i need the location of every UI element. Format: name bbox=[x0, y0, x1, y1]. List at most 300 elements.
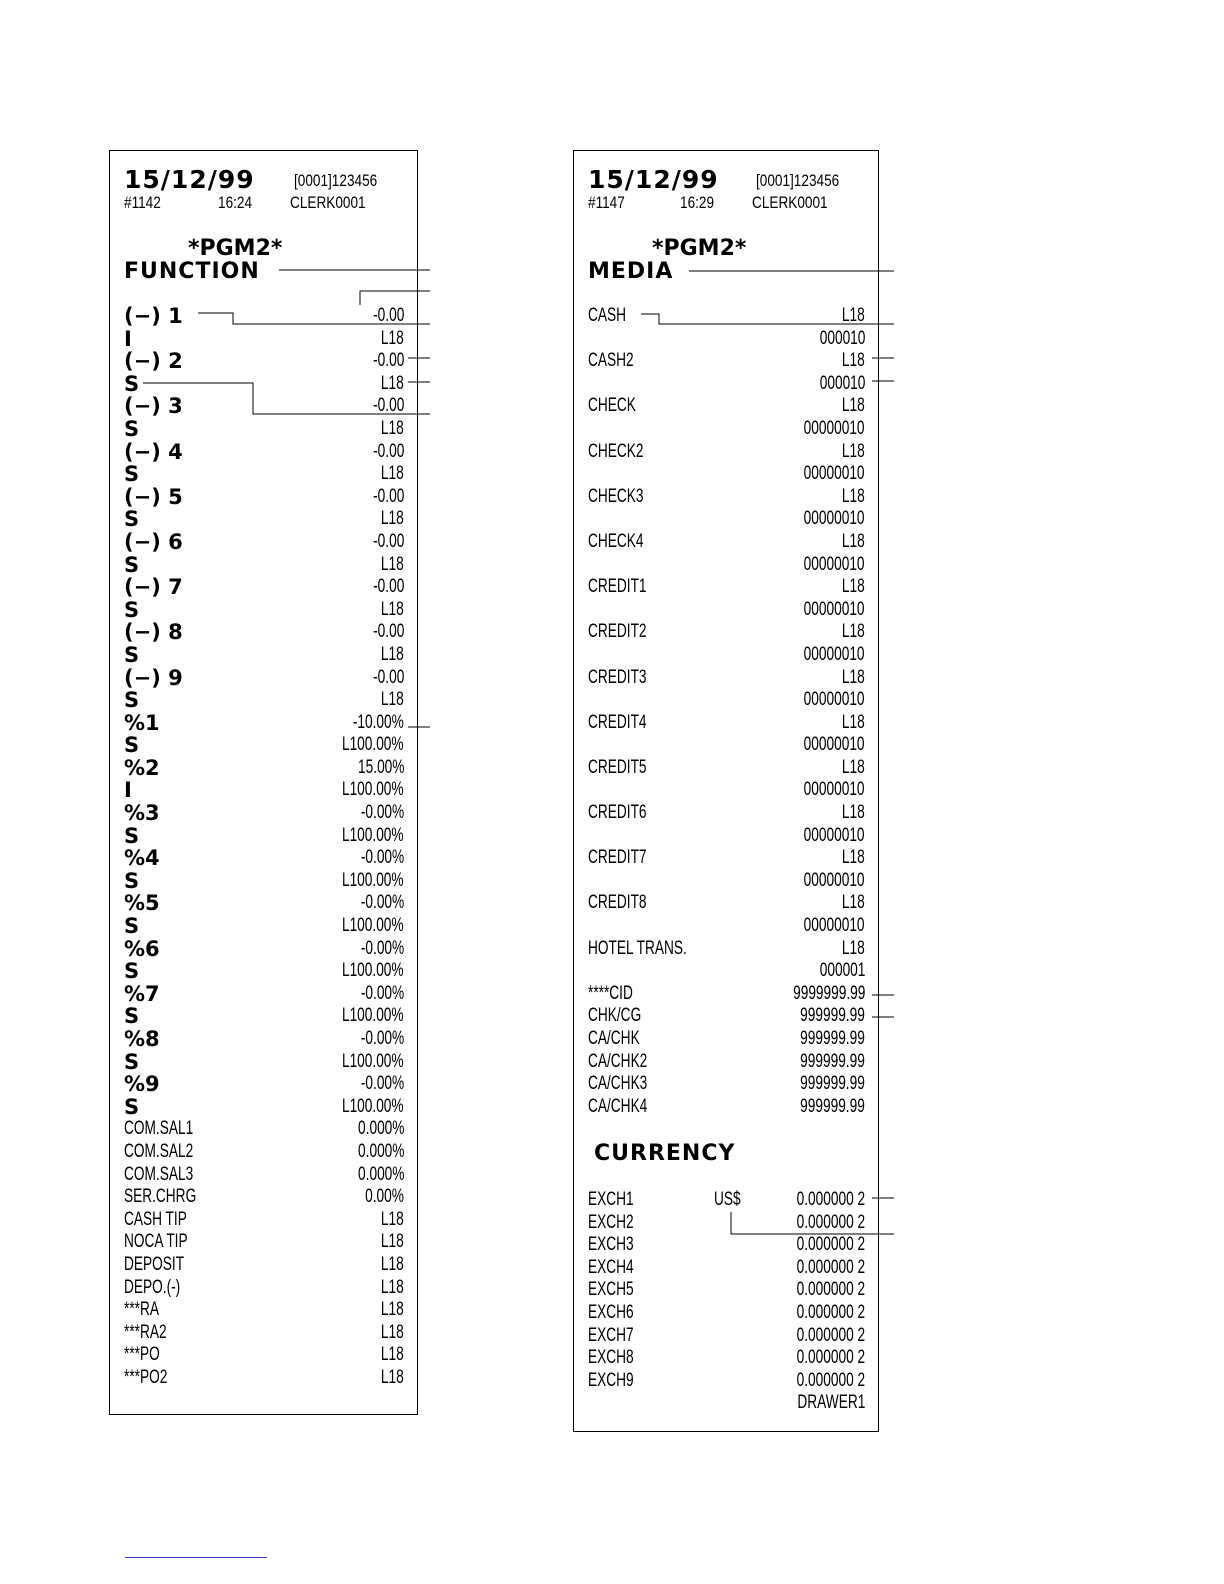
function-row bbox=[110, 1096, 417, 1119]
row-label-text: NOCA TIP bbox=[124, 1231, 188, 1253]
row-label bbox=[124, 1186, 224, 1209]
row-value bbox=[340, 1164, 404, 1187]
row-label-text: ***PO bbox=[124, 1344, 160, 1366]
currency-symbol-text: US$ bbox=[714, 1189, 741, 1210]
function-row bbox=[110, 825, 417, 848]
row-value bbox=[318, 779, 404, 802]
row-value-text: L100.00% bbox=[342, 734, 404, 756]
receipt-date: 15/12/99 bbox=[124, 165, 255, 194]
row-label bbox=[588, 1212, 651, 1235]
row-label-text: EXCH4 bbox=[588, 1256, 634, 1278]
row-value bbox=[833, 712, 865, 735]
row-value-text: L18 bbox=[842, 350, 865, 372]
row-value bbox=[780, 418, 865, 441]
row-label-text: %5 bbox=[124, 891, 160, 916]
currency-rows bbox=[574, 1189, 878, 1415]
row-value-text: L18 bbox=[381, 1253, 404, 1275]
row-value-text: 00000010 bbox=[804, 643, 865, 665]
row-value bbox=[340, 757, 404, 780]
row-value-text: -0.00% bbox=[360, 1073, 404, 1095]
clerk-name: CLERK0001 bbox=[752, 193, 828, 212]
row-value bbox=[780, 689, 865, 712]
row-label-text: %4 bbox=[124, 846, 160, 871]
row-value-text: 000010 bbox=[819, 327, 865, 349]
currency-row bbox=[574, 1279, 878, 1302]
row-value bbox=[780, 870, 865, 893]
row-value bbox=[775, 1051, 865, 1074]
row-value-text: L18 bbox=[381, 643, 404, 665]
row-value-text: DRAWER1 bbox=[797, 1392, 865, 1414]
row-value bbox=[340, 1118, 404, 1141]
row-label bbox=[588, 1279, 651, 1302]
row-value bbox=[833, 847, 865, 870]
row-value bbox=[770, 1302, 865, 1325]
row-value-text: L18 bbox=[842, 576, 865, 598]
media-rows bbox=[574, 305, 878, 1118]
row-value bbox=[833, 621, 865, 644]
function-receipt bbox=[109, 150, 418, 1415]
row-label-text: CHK/CG bbox=[588, 1005, 642, 1027]
row-value bbox=[344, 892, 404, 915]
row-label-text: CREDIT7 bbox=[588, 847, 647, 869]
program-mode: *PGM2* bbox=[188, 236, 283, 261]
row-value bbox=[372, 1277, 404, 1300]
media-row bbox=[574, 712, 878, 735]
row-label-text: (−) 8 bbox=[124, 620, 183, 645]
row-value bbox=[802, 328, 865, 351]
row-value bbox=[372, 418, 404, 441]
media-row bbox=[574, 373, 878, 396]
row-label-text: CA/CHK2 bbox=[588, 1050, 648, 1072]
register-number: [0001]123456 bbox=[756, 171, 840, 190]
row-label-text: CREDIT4 bbox=[588, 711, 647, 733]
row-value-text: L18 bbox=[381, 1276, 404, 1298]
function-row bbox=[110, 689, 417, 712]
row-value-text: 999999.99 bbox=[800, 1073, 865, 1095]
currency-row bbox=[574, 1370, 878, 1393]
function-row bbox=[110, 960, 417, 983]
row-value bbox=[333, 712, 404, 735]
row-label-text: S bbox=[124, 1049, 140, 1074]
row-value-text: L18 bbox=[842, 440, 865, 462]
currency-row bbox=[574, 1347, 878, 1370]
function-row bbox=[110, 599, 417, 622]
row-label-text: COM.SAL3 bbox=[124, 1163, 194, 1185]
row-value bbox=[780, 644, 865, 667]
row-label bbox=[588, 1005, 662, 1028]
media-row bbox=[574, 960, 878, 983]
row-value-text: -0.00 bbox=[372, 576, 404, 598]
row-value bbox=[770, 1325, 865, 1348]
row-value-text: L100.00% bbox=[342, 1095, 404, 1117]
row-value-text: -0.00 bbox=[372, 666, 404, 688]
media-row bbox=[574, 599, 878, 622]
media-row bbox=[574, 644, 878, 667]
row-value-text: 00000010 bbox=[804, 598, 865, 620]
row-value-text: L18 bbox=[381, 1299, 404, 1321]
media-row bbox=[574, 983, 878, 1006]
row-label-text: S bbox=[124, 959, 140, 984]
row-value-text: 00000010 bbox=[804, 689, 865, 711]
function-row bbox=[110, 1141, 417, 1164]
function-row bbox=[110, 757, 417, 780]
row-value-text: -0.00 bbox=[372, 440, 404, 462]
row-label-text: %7 bbox=[124, 981, 160, 1006]
row-value-text: 0.000000 2 bbox=[796, 1211, 865, 1233]
row-label bbox=[588, 667, 669, 690]
row-value bbox=[770, 1370, 865, 1393]
row-label-text: CASH bbox=[588, 305, 627, 326]
currency-row bbox=[574, 1392, 878, 1415]
row-label-text: %9 bbox=[124, 1072, 160, 1097]
row-value bbox=[361, 576, 404, 599]
media-row bbox=[574, 667, 878, 690]
row-label-text: CREDIT8 bbox=[588, 892, 647, 914]
function-row bbox=[110, 621, 417, 644]
row-value-text: L18 bbox=[381, 1321, 404, 1343]
row-value-text: 00000010 bbox=[804, 553, 865, 575]
function-row bbox=[110, 1164, 417, 1187]
row-value-text: L18 bbox=[842, 711, 865, 733]
row-label-text: CHECK bbox=[588, 395, 636, 417]
row-value-text: L18 bbox=[842, 395, 865, 417]
row-label-text: S bbox=[124, 1094, 140, 1119]
function-row bbox=[110, 644, 417, 667]
row-value bbox=[372, 689, 404, 712]
media-row bbox=[574, 689, 878, 712]
row-value-text: 0.000% bbox=[357, 1118, 404, 1140]
row-label bbox=[588, 757, 669, 780]
row-value bbox=[770, 1347, 865, 1370]
row-label bbox=[124, 1096, 139, 1121]
row-value bbox=[770, 1212, 865, 1235]
function-row bbox=[110, 802, 417, 825]
row-label bbox=[588, 1257, 651, 1280]
row-label bbox=[588, 712, 669, 735]
row-label bbox=[588, 1189, 651, 1212]
row-value bbox=[770, 1189, 865, 1212]
row-label-text: EXCH6 bbox=[588, 1301, 634, 1323]
row-label-text: EXCH7 bbox=[588, 1324, 634, 1346]
row-value-text: L100.00% bbox=[342, 1005, 404, 1027]
row-label bbox=[588, 1096, 670, 1119]
currency-symbol bbox=[714, 1189, 751, 1212]
row-value bbox=[340, 1141, 404, 1164]
row-value bbox=[318, 1096, 404, 1119]
row-label bbox=[124, 1164, 220, 1187]
row-label bbox=[588, 802, 669, 825]
row-value-text: -0.00 bbox=[372, 305, 404, 326]
row-value-text: 999999.99 bbox=[800, 1050, 865, 1072]
row-value bbox=[372, 554, 404, 577]
row-label-text: (−) 1 bbox=[124, 304, 183, 328]
row-label-text: DEPO.(-) bbox=[124, 1276, 181, 1298]
media-row bbox=[574, 892, 878, 915]
row-value bbox=[780, 554, 865, 577]
function-row bbox=[110, 1209, 417, 1232]
function-row bbox=[110, 983, 417, 1006]
function-row bbox=[110, 870, 417, 893]
row-value bbox=[318, 1051, 404, 1074]
row-value-text: -0.00% bbox=[360, 937, 404, 959]
row-value-text: 00000010 bbox=[804, 824, 865, 846]
function-row bbox=[110, 1073, 417, 1096]
row-label-text: DEPOSIT bbox=[124, 1253, 185, 1275]
row-label-text: ***PO2 bbox=[124, 1366, 168, 1388]
row-label-text: EXCH1 bbox=[588, 1189, 634, 1210]
row-label bbox=[588, 576, 669, 599]
row-value-text: L18 bbox=[842, 847, 865, 869]
row-value bbox=[372, 1322, 404, 1345]
function-row bbox=[110, 1231, 417, 1254]
row-value-text: L100.00% bbox=[342, 869, 404, 891]
row-value-text: L18 bbox=[842, 892, 865, 914]
row-value bbox=[344, 938, 404, 961]
function-row bbox=[110, 463, 417, 486]
media-row bbox=[574, 463, 878, 486]
row-value-text: 0.000% bbox=[357, 1163, 404, 1185]
row-label bbox=[588, 1325, 651, 1348]
section-title: FUNCTION bbox=[124, 259, 260, 284]
row-value-text: L18 bbox=[842, 756, 865, 778]
row-value bbox=[344, 983, 404, 1006]
row-value bbox=[372, 644, 404, 667]
row-value bbox=[344, 847, 404, 870]
row-value bbox=[361, 395, 404, 418]
row-value bbox=[775, 1028, 865, 1051]
row-label-text: (−) 6 bbox=[124, 529, 183, 554]
row-value bbox=[780, 508, 865, 531]
receipt-time: 16:29 bbox=[680, 193, 715, 212]
row-label bbox=[588, 1073, 670, 1096]
row-label-text: CA/CHK3 bbox=[588, 1073, 648, 1095]
row-label bbox=[588, 621, 669, 644]
row-value bbox=[780, 463, 865, 486]
currency-title: CURRENCY bbox=[594, 1141, 736, 1166]
row-label-text: (−) 5 bbox=[124, 484, 183, 509]
row-label-text: CREDIT3 bbox=[588, 666, 647, 688]
row-value bbox=[780, 779, 865, 802]
function-row bbox=[110, 1051, 417, 1074]
row-label bbox=[124, 1277, 202, 1300]
row-value-text: L18 bbox=[842, 666, 865, 688]
row-label-text: CA/CHK bbox=[588, 1028, 640, 1049]
row-label bbox=[588, 1370, 651, 1393]
row-label-text: S bbox=[124, 416, 140, 441]
row-label bbox=[124, 305, 183, 330]
row-value-text: 00000010 bbox=[804, 508, 865, 530]
row-value-text: -0.00 bbox=[372, 621, 404, 643]
row-value-text: L18 bbox=[842, 621, 865, 643]
function-row bbox=[110, 1344, 417, 1367]
row-value bbox=[372, 1344, 404, 1367]
row-value bbox=[372, 1367, 404, 1390]
media-row bbox=[574, 825, 878, 848]
row-label-text: I bbox=[124, 326, 132, 351]
row-value bbox=[372, 1231, 404, 1254]
function-rows bbox=[110, 305, 417, 1390]
row-value bbox=[372, 373, 404, 396]
row-label bbox=[588, 486, 665, 509]
row-value-text: 0.000000 2 bbox=[796, 1324, 865, 1346]
row-value bbox=[361, 667, 404, 690]
function-row bbox=[110, 350, 417, 373]
row-label-text: (−) 2 bbox=[124, 349, 183, 374]
row-value bbox=[780, 734, 865, 757]
row-value-text: -0.00 bbox=[372, 530, 404, 552]
row-value-text: -0.00 bbox=[372, 350, 404, 372]
function-row bbox=[110, 1322, 417, 1345]
row-value bbox=[833, 802, 865, 825]
row-value bbox=[833, 441, 865, 464]
row-label bbox=[588, 1234, 651, 1257]
row-label-text: %3 bbox=[124, 801, 160, 826]
row-label-text: EXCH5 bbox=[588, 1279, 634, 1301]
media-row bbox=[574, 1005, 878, 1028]
row-label-text: S bbox=[124, 597, 140, 622]
row-label-text: (−) 7 bbox=[124, 575, 183, 600]
consecutive-number: #1147 bbox=[588, 193, 625, 212]
row-label bbox=[588, 1302, 651, 1325]
row-label-text: (−) 4 bbox=[124, 439, 183, 464]
row-label bbox=[124, 1344, 174, 1367]
row-value-text: -0.00% bbox=[360, 982, 404, 1004]
row-value-text: 000001 bbox=[819, 960, 865, 982]
row-label-text: CREDIT2 bbox=[588, 621, 647, 643]
currency-row bbox=[574, 1234, 878, 1257]
row-label-text: ****CID bbox=[588, 982, 633, 1004]
function-row bbox=[110, 892, 417, 915]
row-value-text: -0.00% bbox=[360, 1028, 404, 1049]
row-label-text: ***RA bbox=[124, 1299, 159, 1321]
row-value-text: -0.00 bbox=[372, 395, 404, 417]
row-value bbox=[770, 1257, 865, 1280]
row-value bbox=[765, 983, 865, 1006]
row-value-text: 00000010 bbox=[804, 915, 865, 937]
row-value-text: 0.000000 2 bbox=[796, 1347, 865, 1369]
function-row bbox=[110, 1028, 417, 1051]
media-row bbox=[574, 757, 878, 780]
row-label-text: CHECK2 bbox=[588, 440, 644, 462]
row-value-text: L18 bbox=[381, 1366, 404, 1388]
row-value bbox=[833, 667, 865, 690]
row-value-text: L100.00% bbox=[342, 824, 404, 846]
media-row bbox=[574, 734, 878, 757]
row-label-text: EXCH2 bbox=[588, 1211, 634, 1233]
row-value-text: 15.00% bbox=[357, 756, 404, 778]
clerk-name: CLERK0001 bbox=[290, 193, 366, 212]
row-value bbox=[802, 373, 865, 396]
currency-row bbox=[574, 1325, 878, 1348]
row-label bbox=[588, 1347, 651, 1370]
row-value bbox=[372, 508, 404, 531]
media-row bbox=[574, 531, 878, 554]
row-label-text: S bbox=[124, 868, 140, 893]
row-value-text: 9999999.99 bbox=[792, 982, 865, 1004]
receipt-date: 15/12/99 bbox=[588, 165, 719, 194]
currency-row bbox=[574, 1257, 878, 1280]
row-value-text: L18 bbox=[381, 553, 404, 575]
row-value-text: 0.000000 2 bbox=[796, 1301, 865, 1323]
row-label-text: S bbox=[124, 1004, 140, 1029]
row-value bbox=[833, 305, 865, 328]
row-value bbox=[372, 1209, 404, 1232]
row-label-text: %2 bbox=[124, 755, 160, 780]
function-row bbox=[110, 734, 417, 757]
row-label bbox=[588, 441, 665, 464]
row-label bbox=[124, 1231, 212, 1254]
row-label-text: S bbox=[124, 462, 140, 487]
function-row bbox=[110, 328, 417, 351]
row-label-text: S bbox=[124, 552, 140, 577]
media-row bbox=[574, 915, 878, 938]
function-row bbox=[110, 779, 417, 802]
row-value bbox=[372, 1254, 404, 1277]
row-label bbox=[124, 1118, 220, 1141]
function-row bbox=[110, 373, 417, 396]
consecutive-number: #1142 bbox=[124, 193, 161, 212]
media-row bbox=[574, 554, 878, 577]
row-value bbox=[833, 395, 865, 418]
media-row bbox=[574, 802, 878, 825]
row-value bbox=[344, 802, 404, 825]
row-value bbox=[361, 305, 404, 328]
row-value-text: L100.00% bbox=[342, 779, 404, 801]
row-label bbox=[588, 1028, 660, 1051]
row-label-text: %1 bbox=[124, 710, 160, 735]
row-value-text: L18 bbox=[842, 937, 865, 959]
row-label-text: (−) 9 bbox=[124, 665, 183, 690]
row-value-text: L18 bbox=[842, 802, 865, 824]
currency-row bbox=[574, 1189, 878, 1212]
function-row bbox=[110, 531, 417, 554]
row-label-text: CASH2 bbox=[588, 350, 634, 372]
row-value-text: L18 bbox=[381, 1231, 404, 1253]
row-label bbox=[124, 1141, 220, 1164]
media-row bbox=[574, 621, 878, 644]
function-row bbox=[110, 667, 417, 690]
media-row bbox=[574, 350, 878, 373]
row-value-text: L18 bbox=[381, 689, 404, 711]
row-label-text: %6 bbox=[124, 936, 160, 961]
row-value bbox=[771, 1392, 865, 1415]
row-value-text: L100.00% bbox=[342, 1050, 404, 1072]
row-value bbox=[780, 915, 865, 938]
row-label-text: CREDIT6 bbox=[588, 802, 647, 824]
row-value bbox=[372, 328, 404, 351]
row-value bbox=[318, 1005, 404, 1028]
media-row bbox=[574, 395, 878, 418]
function-row bbox=[110, 418, 417, 441]
row-value bbox=[350, 1186, 404, 1209]
row-label-text: EXCH3 bbox=[588, 1234, 634, 1256]
row-value bbox=[775, 1073, 865, 1096]
media-row bbox=[574, 1096, 878, 1119]
row-value-text: 000010 bbox=[819, 372, 865, 394]
function-row bbox=[110, 1118, 417, 1141]
row-label bbox=[588, 938, 725, 961]
row-value-text: -0.00 bbox=[372, 485, 404, 507]
row-label-text: S bbox=[124, 823, 140, 848]
function-row bbox=[110, 1277, 417, 1300]
row-label-text: S bbox=[124, 507, 140, 532]
row-label bbox=[588, 395, 655, 418]
row-label bbox=[124, 1322, 183, 1345]
row-value bbox=[372, 599, 404, 622]
row-value-text: L18 bbox=[842, 530, 865, 552]
row-value bbox=[833, 486, 865, 509]
row-value-text: 0.000% bbox=[357, 1140, 404, 1162]
